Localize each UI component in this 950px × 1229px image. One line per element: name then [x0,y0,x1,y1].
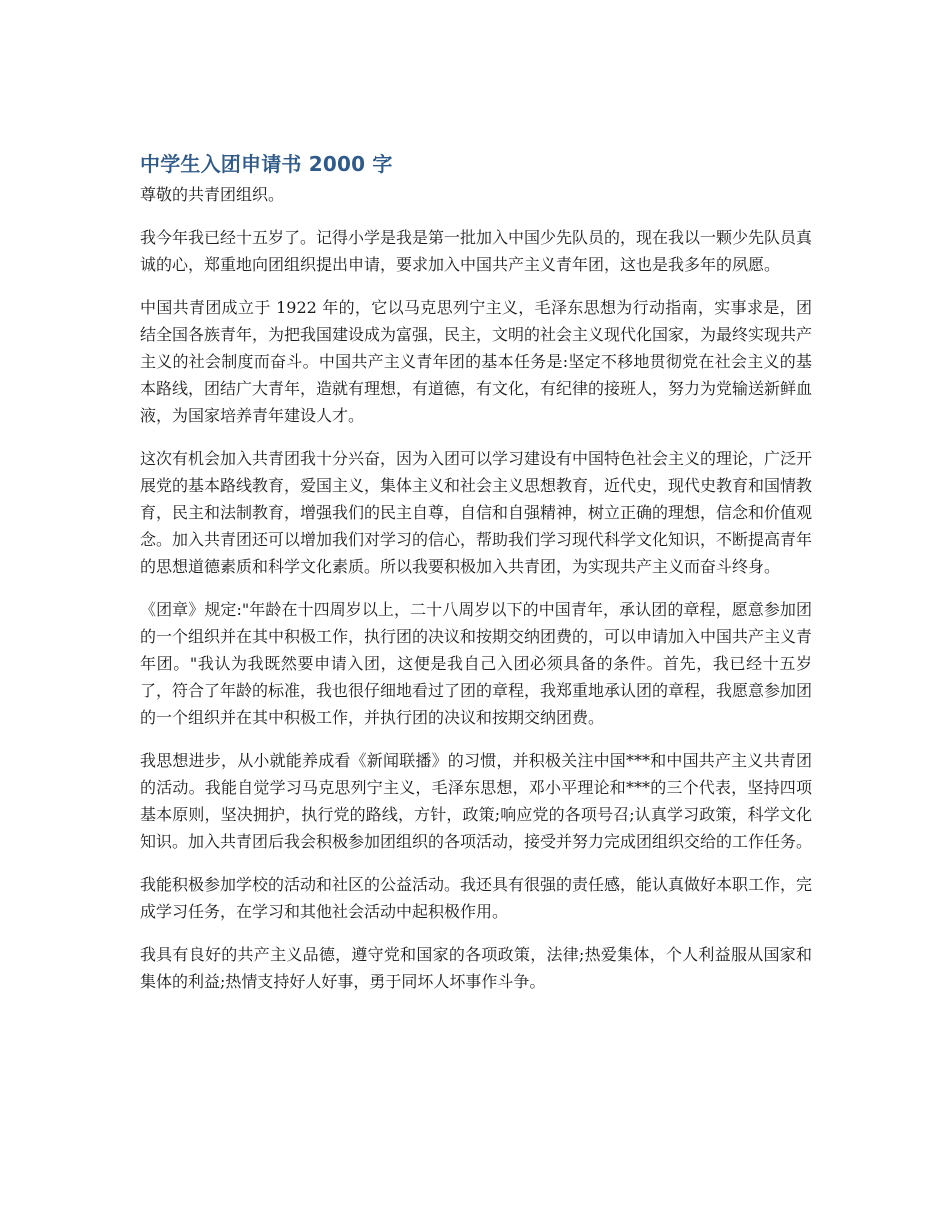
paragraph-6: 我能积极参加学校的活动和社区的公益活动。我还具有很强的责任感，能认真做好本职工作，完成学习任务，在学习和其他社会活动中起积极作用。 [140,875,813,921]
paragraph-3: 这次有机会加入共青团我十分兴奋，因为入团可以学习建设有中国特色社会主义的理论，广泛开展党的基本路线教育，爱国主义，集体主义和社会主义思想教育，近代史，现代史教育和国情教育，民主和法制教育，增强我们的民主自尊，自信和自强精神，树立正确的理想，信念和价值观念。加入共青团还可以增加我们对学习的信心，帮助我们学习现代科学文化知识，不断提高青年的思想道德素质和科学文化素质。所以我要积极加入共青团，为实现共产主义而奋斗终身。 [140,449,813,576]
document-body [140,150,812,995]
paragraph-5: 我思想进步，从小就能养成看《新闻联播》的习惯，并积极关注中国***和中国共产主义共青团的活动。我能自觉学习马克思列宁主义，毛泽东思想，邓小平理论和***的三个代表，坚持四项基本原则，坚决拥护，执行党的路线，方针，政策;响应党的各项号召;认真学习政策，科学文化知识。加入共青团后我会积极参加团组织的各项活动，接受并努力完成团组织交给的工作任务。 [140,751,813,851]
paragraph-7: 我具有良好的共产主义品德，遵守党和国家的各项政策，法律;热爱集体，个人利益服从国家和集体的利益;热情支持好人好事，勇于同坏人坏事作斗争。 [140,945,812,991]
document-title: 中学生入团申请书 2000 字 [140,152,393,176]
paragraph-1: 我今年我已经十五岁了。记得小学是我是第一批加入中国少先队员的，现在我以一颗少先队员真诚的心，郑重地向团组织提出申请，要求加入中国共产主义青年团，这也是我多年的夙愿。 [140,228,813,274]
paragraph-2: 中国共青团成立于 1922 年的，它以马克思列宁主义，毛泽东思想为行动指南，实事求是，团结全国各族青年，为把我国建设成为富强，民主，文明的社会主义现代化国家，为最终实现共产主义的社会制度而奋斗。中国共产主义青年团的基本任务是:坚定不移地贯彻党在社会主义的基本路线，团结广大青年，造就有理想，有道德，有文化，有纪律的接班人，努力为党输送新鲜血液，为国家培养青年建设人才。 [140,298,813,425]
salutation: 尊敬的共青团组织。 [140,185,285,204]
paragraph-4: 《团章》规定:"年龄在十四周岁以上，二十八周岁以下的中国青年，承认团的章程，愿意参加团的一个组织并在其中积极工作，执行团的决议和按期交纳团费的，可以申请加入中国共产主义青年团。"我认为我既然要申请入团，这便是我自己入团必须具备的条件。首先，我已经十五岁了，符合了年龄的标准，我也很仔细地看过了团的章程，我郑重地承认团的章程，我愿意参加团的一个组织并在其中积极工作，并执行团的决议和按期交纳团费。 [140,600,813,727]
